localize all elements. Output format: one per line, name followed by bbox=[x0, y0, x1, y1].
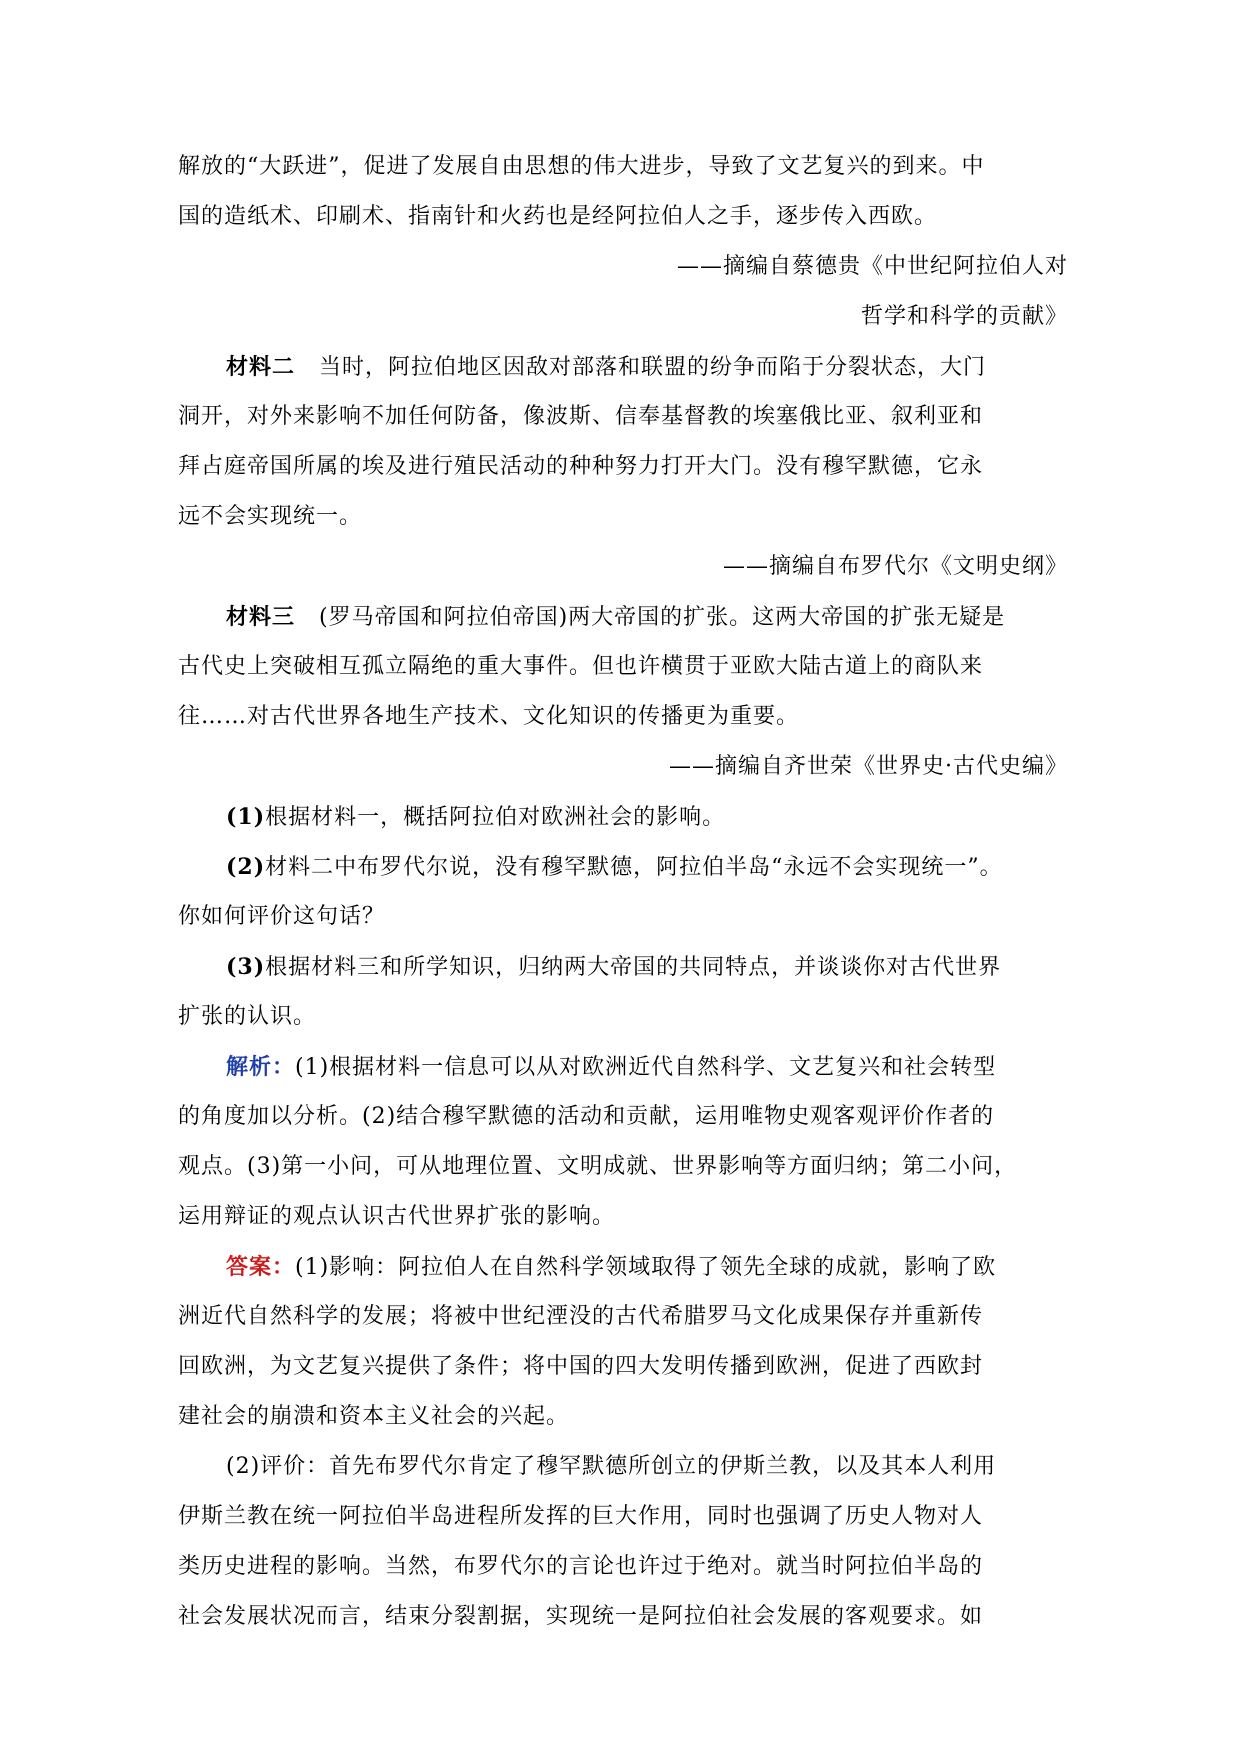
answer-label: 答案： bbox=[226, 1254, 296, 1280]
text-line: 扩张的认识。 bbox=[178, 1004, 317, 1029]
analysis bbox=[178, 1042, 1068, 1242]
text-line: (罗马帝国和阿拉伯帝国)两大帝国的扩张。这两大帝国的扩张无疑是 bbox=[319, 605, 1006, 630]
material-label: 材料二 bbox=[226, 354, 296, 380]
question-3: (3)根据材料三和所学知识，归纳两大帝国的共同特点，并谈谈你对古代世界 bbox=[226, 954, 1002, 980]
text-line: (1)根据材料一信息可以从对欧洲近代自然科学、文艺复兴和社会转型 bbox=[295, 1055, 997, 1080]
text-line: 当时，阿拉伯地区因敌对部落和联盟的纷争而陷于分裂状态，大门 bbox=[319, 355, 987, 380]
questions bbox=[178, 792, 1068, 1042]
material-label: 材料三 bbox=[226, 604, 296, 630]
source-citation: ——摘编自蔡德贵《中世纪阿拉伯人对 bbox=[676, 254, 1068, 279]
source-citation: ——摘编自布罗代尔《文明史纲》 bbox=[722, 554, 1068, 579]
question-1: (1)根据材料一，概括阿拉伯对欧洲社会的影响。 bbox=[226, 804, 726, 830]
text-line: 古代史上突破相互孤立隔绝的重大事件。但也许横贯于亚欧大陆古道上的商队来 bbox=[178, 654, 984, 679]
text-line: 解放的“大跃进”，促进了发展自由思想的伟大进步，导致了文艺复兴的到来。中 bbox=[178, 154, 985, 179]
text-line: 运用辩证的观点认识古代世界扩张的影响。 bbox=[178, 1204, 616, 1229]
text-line: 的角度加以分析。(2)结合穆罕默德的活动和贡献，运用唯物史观客观评价作者的 bbox=[178, 1104, 995, 1129]
text-line: 回欧洲，为文艺复兴提供了条件；将中国的四大发明传播到欧洲，促进了西欧封 bbox=[178, 1354, 984, 1379]
text-line: 建社会的崩溃和资本主义社会的兴起。 bbox=[178, 1404, 570, 1429]
text-line: 洞开，对外来影响不加任何防备，像波斯、信奉基督教的埃塞俄比亚、叙利亚和 bbox=[178, 404, 984, 429]
text-line: 观点。(3)第一小问，可从地理位置、文明成就、世界影响等方面归纳；第二小问， bbox=[178, 1154, 1018, 1179]
text-line: 伊斯兰教在统一阿拉伯半岛进程所发挥的巨大作用，同时也强调了历史人物对人 bbox=[178, 1504, 984, 1529]
text-line: 类历史进程的影响。当然，布罗代尔的言论也许过于绝对。就当时阿拉伯半岛的 bbox=[178, 1554, 984, 1579]
material-2 bbox=[178, 342, 1068, 592]
text-line: 拜占庭帝国所属的埃及进行殖民活动的种种努力打开大门。没有穆罕默德，它永 bbox=[178, 454, 984, 479]
text-line: 社会发展状况而言，结束分裂割据，实现统一是阿拉伯社会发展的客观要求。如 bbox=[178, 1604, 984, 1629]
text-line: 洲近代自然科学的发展；将被中世纪湮没的古代希腊罗马文化成果保存并重新传 bbox=[178, 1304, 984, 1329]
text-line: 往……对古代世界各地生产技术、文化知识的传播更为重要。 bbox=[178, 704, 800, 729]
text-line: 你如何评价这句话？ bbox=[178, 904, 386, 929]
source-citation: ——摘编自齐世荣《世界史·古代史编》 bbox=[669, 754, 1068, 779]
text-line: 国的造纸术、印刷术、指南针和火药也是经阿拉伯人之手，逐步传入西欧。 bbox=[178, 204, 938, 229]
material-3 bbox=[178, 592, 1068, 792]
source-citation: 哲学和科学的贡献》 bbox=[860, 304, 1068, 329]
question-2: (2)材料二中布罗代尔说，没有穆罕默德，阿拉伯半岛“永远不会实现统一”。 bbox=[226, 854, 1003, 880]
text-line: (1)影响：阿拉伯人在自然科学领域取得了领先全球的成就，影响了欧 bbox=[295, 1255, 997, 1280]
answer bbox=[178, 1242, 1068, 1642]
analysis-label: 解析： bbox=[226, 1054, 296, 1080]
text-line: (2)评价：首先布罗代尔肯定了穆罕默德所创立的伊斯兰教，以及其本人利用 bbox=[226, 1454, 997, 1479]
text-line: 远不会实现统一。 bbox=[178, 504, 363, 529]
material-1-tail bbox=[178, 142, 1068, 342]
